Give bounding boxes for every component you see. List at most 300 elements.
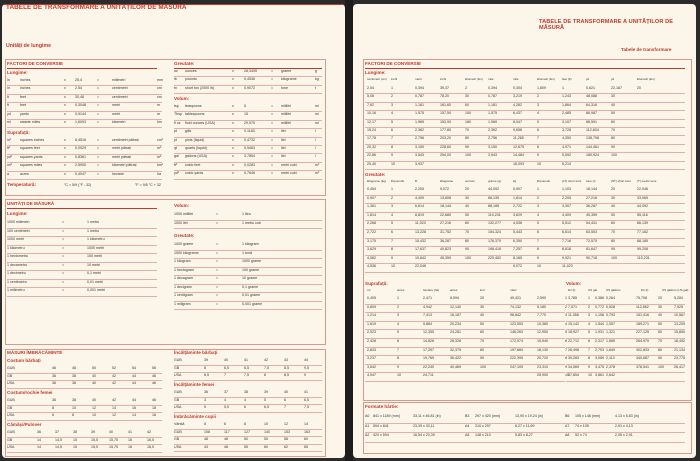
greutate-row-cell: 176,370 — [488, 238, 501, 243]
u-greutate-row-cell: 1 kilogram — [242, 242, 259, 246]
greutate-row-cell: 9,072 — [513, 264, 522, 269]
u-lungime-row-cell: = — [62, 271, 65, 275]
volum-row-cell: = — [271, 171, 274, 176]
lungime-row-cell: 3,728 — [562, 128, 571, 132]
costum-femei-row-cell: 40 — [92, 398, 96, 402]
volum-row-cell: = — [271, 129, 274, 134]
incaltaminte-f-row-cell: 6 — [284, 397, 286, 402]
greutate-row-cell: 11,023 — [415, 221, 426, 226]
volum-row-cell: 7,571 — [568, 304, 577, 309]
costum-femei-row-cell: 10 — [92, 413, 96, 418]
u-volum-row-cell: 1 metru cub — [242, 220, 261, 225]
suprafata-row-cell: 197,684 — [510, 347, 523, 352]
greutate-row-cell: 36,287 — [440, 238, 451, 243]
incaltaminte-b-label: Încălțăminte bărbați — [174, 350, 218, 355]
paper-row-cell: 23,39 x 33,11 — [413, 423, 435, 428]
greutate-row-cell: 8,819 — [415, 212, 424, 217]
incaltaminte-b-row-cell: 6,5 — [204, 373, 209, 378]
u-greutate-row-cell: = — [216, 276, 219, 280]
greutate-row-cell: 8,165 — [513, 255, 522, 260]
u-volum-row-cell: 1 litru — [242, 212, 251, 216]
lungime-row-cell: 60 — [611, 119, 615, 124]
lungime-row-cell: yards — [20, 111, 29, 116]
volum-row-cell: gills — [185, 129, 192, 134]
greutate-header: (LT) short tons — [562, 179, 582, 183]
volum-row-cell: litri — [281, 137, 286, 142]
greutate-row-cell: oz — [174, 69, 178, 73]
lungime-row-cell: 157,50 — [440, 111, 451, 116]
lungime-row-cell: 177,80 — [440, 128, 451, 132]
volum-row-cell: 1 — [588, 296, 590, 300]
costum-femei-row-cell: 16 — [152, 413, 156, 418]
factors-title: FACTORI DE CONVERSIE — [365, 61, 422, 66]
volum-row-cell: 3,7854 — [244, 154, 255, 159]
suprafata-row-cell: 222,395 — [510, 356, 523, 361]
lungime-row-cell: 5 — [391, 119, 393, 124]
volum-row-cell: x — [232, 129, 234, 134]
lungime-header: feet (ft) — [562, 77, 572, 81]
volum-row-cell: mililitri — [281, 104, 291, 108]
header-rule — [2, 4, 345, 5]
volum-row-cell: 20 — [658, 296, 662, 300]
greutate-row-cell: = — [271, 77, 274, 82]
suprafata-row-cell: squares miles — [20, 163, 43, 168]
suprafata-row-cell: 5 — [397, 330, 399, 335]
incaltaminte-b-row-rule — [174, 380, 322, 381]
volum-header: US gallons (US gal) — [662, 288, 689, 292]
greutate-row-cell: 2,722 — [513, 204, 522, 209]
suprafata-row-cell: 4,942 — [423, 304, 432, 309]
lungime-row-cell: 3,543 — [488, 153, 497, 158]
costum-row-cell: 40 — [92, 381, 96, 386]
lungime-row-cell: 8 — [537, 144, 539, 149]
lungime-row-cell: 4,971 — [562, 144, 571, 149]
u-lungime-row-rule — [7, 245, 157, 246]
lungime-header: kilometri (km) — [465, 77, 483, 81]
suprafata-header: km² — [480, 288, 485, 292]
u-lungime-row-cell: 1 metru — [87, 228, 100, 233]
lungime-row-cell: 6 — [537, 128, 539, 132]
volum-row-cell: 189,271 — [636, 321, 649, 326]
u-greutate-row-cell: 1 kilogram — [174, 259, 191, 263]
suprafata-row-cell: 100 — [480, 364, 486, 369]
costum-femei-row-cell: 44 — [132, 398, 136, 402]
copii-row-cell: 48 — [224, 437, 228, 442]
suprafata-row-cell: 22,240 — [423, 364, 434, 369]
greutate-row-cell: 5,443 — [513, 230, 522, 234]
lungime-row-cell: 2,485 — [562, 111, 571, 116]
suprafata-row-cell: 1,214 — [367, 313, 376, 318]
greutate-row-cell: 44,092 — [637, 204, 648, 209]
lungime-row-cell: = — [97, 78, 100, 82]
greutate-row-cell: 2,722 — [367, 230, 376, 234]
suprafata-row-cell: 0,772 — [595, 304, 604, 309]
costum-femei-row-cell: USA — [7, 413, 15, 418]
greutate-row-cell: 7 — [537, 238, 539, 243]
incaltaminte-b-row-cell: 40 — [224, 358, 228, 362]
incaltaminte-f-row-cell: 40 — [284, 390, 288, 394]
lungime-row-cell: 12,875 — [513, 144, 524, 149]
lungime-row-cell: 10 — [537, 161, 541, 166]
volum-row-cell: 37,854 — [568, 373, 579, 378]
costum-row-rule — [7, 380, 162, 381]
volum-row-cell: fl oz — [174, 120, 181, 125]
greutate-row-cell: short ton (2000 lb) — [185, 85, 215, 90]
lungime-row-cell: 30,48 — [75, 94, 84, 99]
greutate-row-cell: 70 — [611, 230, 615, 234]
greutate-row-cell: 10 — [391, 264, 395, 269]
u-lungime-row-rule — [7, 262, 157, 263]
paper-row-cell: 105 x 148 (mm) — [575, 414, 601, 418]
paper-row-cell: A4 — [465, 423, 470, 428]
greutate-row-cell: 3,629 — [513, 212, 522, 217]
greutate-row-cell: 9,072 — [440, 187, 449, 191]
greutate-row-cell: 4,536 — [513, 221, 522, 226]
u-greutate-row-cell: = — [216, 242, 219, 246]
u-lungime-label: Lungime: — [7, 211, 28, 216]
lungime-row-cell: yd — [7, 111, 11, 116]
u-lungime-row-cell: = — [62, 237, 65, 241]
greutate-row-cell: 5 — [537, 221, 539, 226]
incaltaminte-f-row-cell: 38 — [244, 390, 248, 394]
suprafata-header: hectare (ha) — [423, 288, 440, 292]
suprafata-row-cell: 4 — [565, 321, 567, 326]
greutate-row-cell: 63,503 — [586, 230, 597, 234]
greutate-row-cell: 100 — [611, 255, 617, 260]
volum-row-cell: = — [271, 137, 274, 142]
greutate-row-cell: 9 — [391, 255, 393, 260]
u-lungime-row-cell: 10 metri — [87, 262, 100, 267]
u-lungime-row-cell: = — [62, 279, 65, 284]
lungime-row-cell: x — [64, 78, 66, 82]
lungime-row-cell: kilometri — [112, 120, 126, 124]
volum-row-cell: = — [271, 146, 274, 150]
greutate-row-cell: 20 — [611, 187, 615, 191]
lungime-row-cell: = — [97, 111, 100, 116]
u-lungime-row-rule — [7, 296, 157, 297]
greutate-row-cell: 81,647 — [586, 247, 597, 252]
volum-row-cell: qt — [174, 146, 177, 150]
suprafata-row-cell: 2,590 — [537, 296, 546, 300]
suprafata-row-cell: 28,328 — [450, 339, 461, 343]
paper-row-cell: 4,13 x 5,83 (in) — [615, 414, 639, 418]
greutate-row-cell: 60 — [465, 221, 469, 226]
greutate-row-cell: 20 — [465, 187, 469, 191]
lungime-row-cell: = — [97, 120, 100, 124]
lungime-row-cell: 3 — [537, 102, 539, 107]
suprafata-row-cell: km² — [157, 163, 163, 168]
greutate-row-cell: 0,4536 — [244, 77, 255, 82]
volum-row-cell: 22,712 — [568, 339, 579, 343]
u-greutate-row-cell: 1 decagram — [174, 276, 193, 280]
lungime-row-cell: 4 — [537, 111, 539, 116]
greutate-header: kilograme — [440, 179, 454, 183]
lungime-row-rule — [365, 110, 685, 111]
suprafata-header: mile² — [510, 288, 517, 292]
u-lungime-row-cell: = — [62, 245, 65, 250]
greutate-row-cell: 60 — [611, 221, 615, 226]
factors-title: FACTORI DE CONVERSIE — [7, 61, 64, 66]
greutate-row-cell: 31,752 — [440, 230, 451, 234]
volum-row-cell: quarts (liquid) — [185, 146, 207, 150]
lungime-row-cell: inches — [20, 78, 31, 82]
lungime-label: Lungime: — [365, 70, 386, 75]
paper-row-cell: B6 — [565, 414, 570, 418]
greutate-row-cell: 0,907 — [367, 195, 376, 200]
lungime-row-cell: feet — [20, 103, 26, 108]
greutate-row-cell: 9 — [537, 255, 539, 260]
incaltaminte-f-row-cell: 6,5 — [304, 397, 309, 402]
incaltaminte-f-row-cell: GB — [174, 397, 180, 402]
camasi-row-cell: 16,5 — [147, 445, 154, 450]
paper-row-cell: 210 x 297 — [475, 423, 491, 428]
costum-femei-row-cell: 18 — [152, 405, 156, 410]
suprafata-row-cell: m² — [157, 154, 162, 159]
volum-row-rule — [174, 179, 322, 180]
costum-femei-row-cell: 12 — [92, 405, 96, 410]
greutate-row-cell: 7,257 — [513, 247, 522, 252]
camasi-row-cell: 37 — [55, 430, 59, 434]
greutate-row-cell: 4,082 — [367, 255, 376, 260]
volum-row-cell: 151,416 — [636, 313, 649, 318]
greutate-row-cell: 4 — [537, 212, 539, 217]
costum-row-cell: 36 — [52, 381, 56, 386]
page-subheader: Tabele de transformare — [621, 47, 672, 52]
suprafata-row-cell: 5,180 — [537, 304, 546, 309]
volum-row-cell: 227,125 — [636, 330, 649, 335]
greutate-header: ounces — [465, 179, 475, 183]
volum-row-cell: tablespoons — [185, 112, 205, 117]
suprafata-row-cell: 6 — [565, 339, 567, 343]
greutate-row-cell: 19,842 — [415, 255, 426, 260]
u-greutate-row-cell: 1 hectogram — [174, 267, 194, 272]
greutate-row-cell: 99,208 — [637, 247, 648, 252]
suprafata-row-cell: 3,861 — [595, 373, 604, 378]
suprafata-row-cell: 16,187 — [450, 313, 461, 318]
volum-row-cell: yd³ — [174, 171, 179, 176]
greutate-row-cell: 50 — [611, 212, 615, 217]
suprafata-row-rule — [365, 381, 565, 382]
incaltaminte-b-row-cell: 7 — [224, 373, 226, 378]
page-header: TABELE DE TRANSFORMARE A UNITĂȚILOR DE MĂSURĂ — [6, 4, 187, 11]
greutate-row-cell: 8 — [537, 247, 539, 252]
suprafata-row-cell: a — [7, 171, 9, 176]
suprafata-row-cell: 80 — [480, 347, 484, 352]
u-lungime-row-cell: = — [62, 220, 65, 224]
lungime-row-cell: 10 — [391, 161, 395, 166]
greutate-row-cell: 22,680 — [440, 212, 451, 217]
camasi-row-cell: GB — [7, 437, 13, 442]
suprafata-row-cell: 17,297 — [423, 347, 434, 352]
suprafata-row-cell: 1 — [397, 296, 399, 300]
lungime-row-cell: 0,394 — [415, 86, 424, 90]
copii-row-cell: 12 — [284, 422, 288, 426]
lungime-row-cell: 2,362 — [488, 128, 497, 132]
greutate-row-cell: 88,185 — [488, 204, 499, 209]
lungime-row-cell: m — [157, 111, 160, 116]
paper-row-cell: 5,83 x 8,27 — [515, 433, 533, 437]
lungime-row-cell: 4,350 — [562, 136, 571, 141]
suprafata-row-cell: 70 — [480, 339, 484, 343]
suprafata-row-cell: 6,4516 — [75, 138, 86, 142]
incaltaminte-b-row-cell: 8 — [264, 373, 266, 378]
greutate-row-cell: 4,409 — [415, 195, 424, 200]
volum-row-cell: 18,927 — [568, 330, 579, 335]
suprafata-row-rule — [365, 355, 565, 356]
suprafata-row-cell: 3,642 — [367, 364, 376, 369]
volum-row-cell: 5,284 — [674, 296, 683, 300]
paper-row-cell: 2,05 x 2,91 — [615, 433, 633, 437]
lungime-row-cell: 1,575 — [488, 111, 497, 116]
greutate-row-cell: x — [232, 69, 234, 73]
units-title-rule — [7, 208, 157, 209]
volum-row-cell: 1,057 — [606, 321, 615, 326]
incaltaminte-f-row-rule — [174, 412, 322, 413]
u-greutate-row-cell: 100 grame — [242, 267, 260, 272]
suprafata-row-cell: 8,094 — [450, 296, 459, 300]
greutate-row-cell: 2,205 — [415, 187, 424, 191]
greutate-row-cell: t — [315, 85, 316, 90]
lungime-row-cell: 1 — [391, 86, 393, 90]
suprafata-row-rule — [365, 329, 565, 330]
camasi-row-cell: 16 — [128, 445, 132, 450]
lungime-row-cell: cm — [157, 86, 162, 91]
camasi-row-cell: 15,75 — [109, 445, 118, 450]
suprafata-row-cell: mi² — [7, 163, 12, 168]
costum-femei-label: Costum/rochie femei — [7, 390, 53, 395]
suprafata-row-cell: 1,544 — [595, 321, 604, 326]
lungime-row-cell: 11,265 — [513, 136, 524, 141]
suprafata-row-rule — [365, 304, 565, 305]
suprafata-row-cell: 1,158 — [595, 313, 604, 318]
lungime-row-cell: 90 — [465, 144, 469, 149]
suprafata-row-cell: metri pătrați — [112, 154, 131, 159]
camasi-row-cell: 42 — [147, 430, 151, 434]
camasi-row-cell: 15,5 — [91, 437, 98, 442]
greutate-row-cell: 100 — [465, 255, 471, 260]
u-lungime-row-cell: = — [62, 262, 65, 267]
costum-femei-row-cell: 8 — [52, 405, 54, 410]
suprafata-row-cell: centimetri pătrați — [112, 138, 139, 142]
costum-row-cell: 52 — [112, 366, 116, 370]
suprafata-row-rule — [7, 179, 162, 180]
copii-row-cell: 58 — [284, 437, 288, 442]
costum-femei-row-rule — [7, 412, 162, 413]
lungime-header: metri — [415, 77, 422, 81]
volum-row-cell: 0,1183 — [244, 129, 255, 134]
temp-fahrenheit-formula: °F = 9/5 °C + 32 — [135, 183, 161, 187]
lungime-row-cell: centimetri — [112, 94, 128, 99]
lungime-row-cell: 20,32 — [367, 144, 376, 149]
greutate-row-cell: tone — [281, 85, 288, 90]
greutate-label: Greutate: — [174, 61, 195, 66]
greutate-row-cell: grame — [281, 69, 292, 73]
lungime-row-cell: 9,656 — [513, 128, 522, 132]
volum-row-cell: 7,925 — [674, 304, 683, 309]
suprafata-row-cell: 9 — [397, 364, 399, 369]
lungime-header: inchi — [391, 77, 398, 81]
suprafata-row-cell: 3,475 — [595, 364, 604, 369]
lungime-row-cell: 2 — [537, 94, 539, 99]
volum-row-cell: x — [232, 120, 234, 125]
lungime-row-cell: 203,20 — [440, 136, 451, 141]
u-greutate-row-cell: 0,01 grame — [242, 293, 261, 297]
costum-label: Costum bărbați — [7, 358, 41, 363]
costum-femei-row-cell: 16 — [132, 405, 136, 410]
volum-row-cell: 29,575 — [244, 120, 255, 125]
u-greutate-row-cell: 0,001 grame — [242, 301, 263, 306]
volum-row-cell: 2,378 — [606, 364, 615, 369]
suprafata-row-cell: 6 — [397, 339, 399, 343]
u-lungime-row-rule — [7, 279, 157, 280]
volum-row-rule — [566, 364, 685, 365]
greutate-row-cell: 1,361 — [367, 204, 376, 209]
incaltaminte-b-row-cell: 44 — [304, 358, 308, 362]
suprafata-row-cell: 60 — [480, 330, 484, 335]
lungime-row-cell: x — [64, 111, 66, 116]
suprafata-row-cell: ft² — [7, 146, 11, 151]
costum-femei-row-cell: 12 — [112, 413, 116, 418]
u-volum-row-cell: 1000 litri — [174, 220, 188, 225]
lungime-row-cell: cm — [157, 94, 162, 99]
greutate-label: Greutate: — [365, 172, 386, 177]
lungime-row-cell: 22,187 — [611, 86, 622, 90]
suprafata-row-cell: 12,140 — [450, 304, 461, 309]
lungime-row-rule — [365, 144, 685, 145]
greutate-row-cell: tn — [174, 85, 177, 90]
incaltaminte-b-row-cell: 7,5 — [264, 365, 269, 370]
paper-row-cell: A7 — [565, 423, 570, 428]
volum-row-cell: 378,541 — [636, 364, 649, 369]
units-box — [5, 199, 326, 345]
lungime-row-cell: m — [157, 103, 160, 108]
suprafata-row-cell: 2,833 — [367, 347, 376, 352]
copii-row-cell: 140 — [264, 429, 270, 434]
volum-row-cell: 30 — [658, 304, 662, 309]
greutate-row-cell: = — [271, 69, 274, 73]
volum-row-cell: 2 — [588, 304, 590, 309]
camasi-row-cell: 14 — [37, 437, 41, 442]
lungime-row-cell: 70 — [611, 128, 615, 132]
suprafata-row-rule — [365, 338, 565, 339]
volum-row-cell: 113,562 — [636, 304, 649, 309]
camasi-row-rule — [7, 437, 162, 438]
greutate-header: grame (g) — [488, 179, 502, 183]
greutate-row-cell: = — [271, 85, 274, 90]
paper-row-cell: 297 x 420 (mm) — [475, 414, 501, 418]
volum-row-cell: 90 — [658, 356, 662, 361]
lungime-row-cell: 6,214 — [562, 161, 571, 166]
lungime-row-cell: 2,54 — [75, 86, 82, 91]
camasi-label: Cămăși/Pulover — [7, 422, 42, 427]
incaltaminte-f-row-cell: 5 — [264, 397, 266, 402]
volum-row-cell: 23,775 — [674, 356, 685, 361]
volum-row-cell: x — [232, 137, 234, 142]
greutate-row-cell: 66,139 — [637, 221, 648, 226]
volum-row-cell: Tbsp — [174, 112, 182, 117]
suprafata-row-cell: yd² — [7, 154, 12, 159]
volum-row-cell: x — [232, 154, 234, 159]
suprafata-row-cell: 24,711 — [423, 373, 434, 378]
lungime-row-cell: 7 — [391, 136, 393, 141]
lungime-row-cell: 1,181 — [415, 102, 424, 107]
lungime-row-cell: 9 — [391, 153, 393, 158]
volum-header: US gallons — [606, 288, 621, 292]
incaltaminte-f-row-cell: 6 — [244, 405, 246, 410]
greutate-row-cell: 6 — [391, 230, 393, 234]
lungime-row-cell: 48,088 — [586, 94, 597, 99]
greutate-header: kg — [513, 179, 517, 183]
